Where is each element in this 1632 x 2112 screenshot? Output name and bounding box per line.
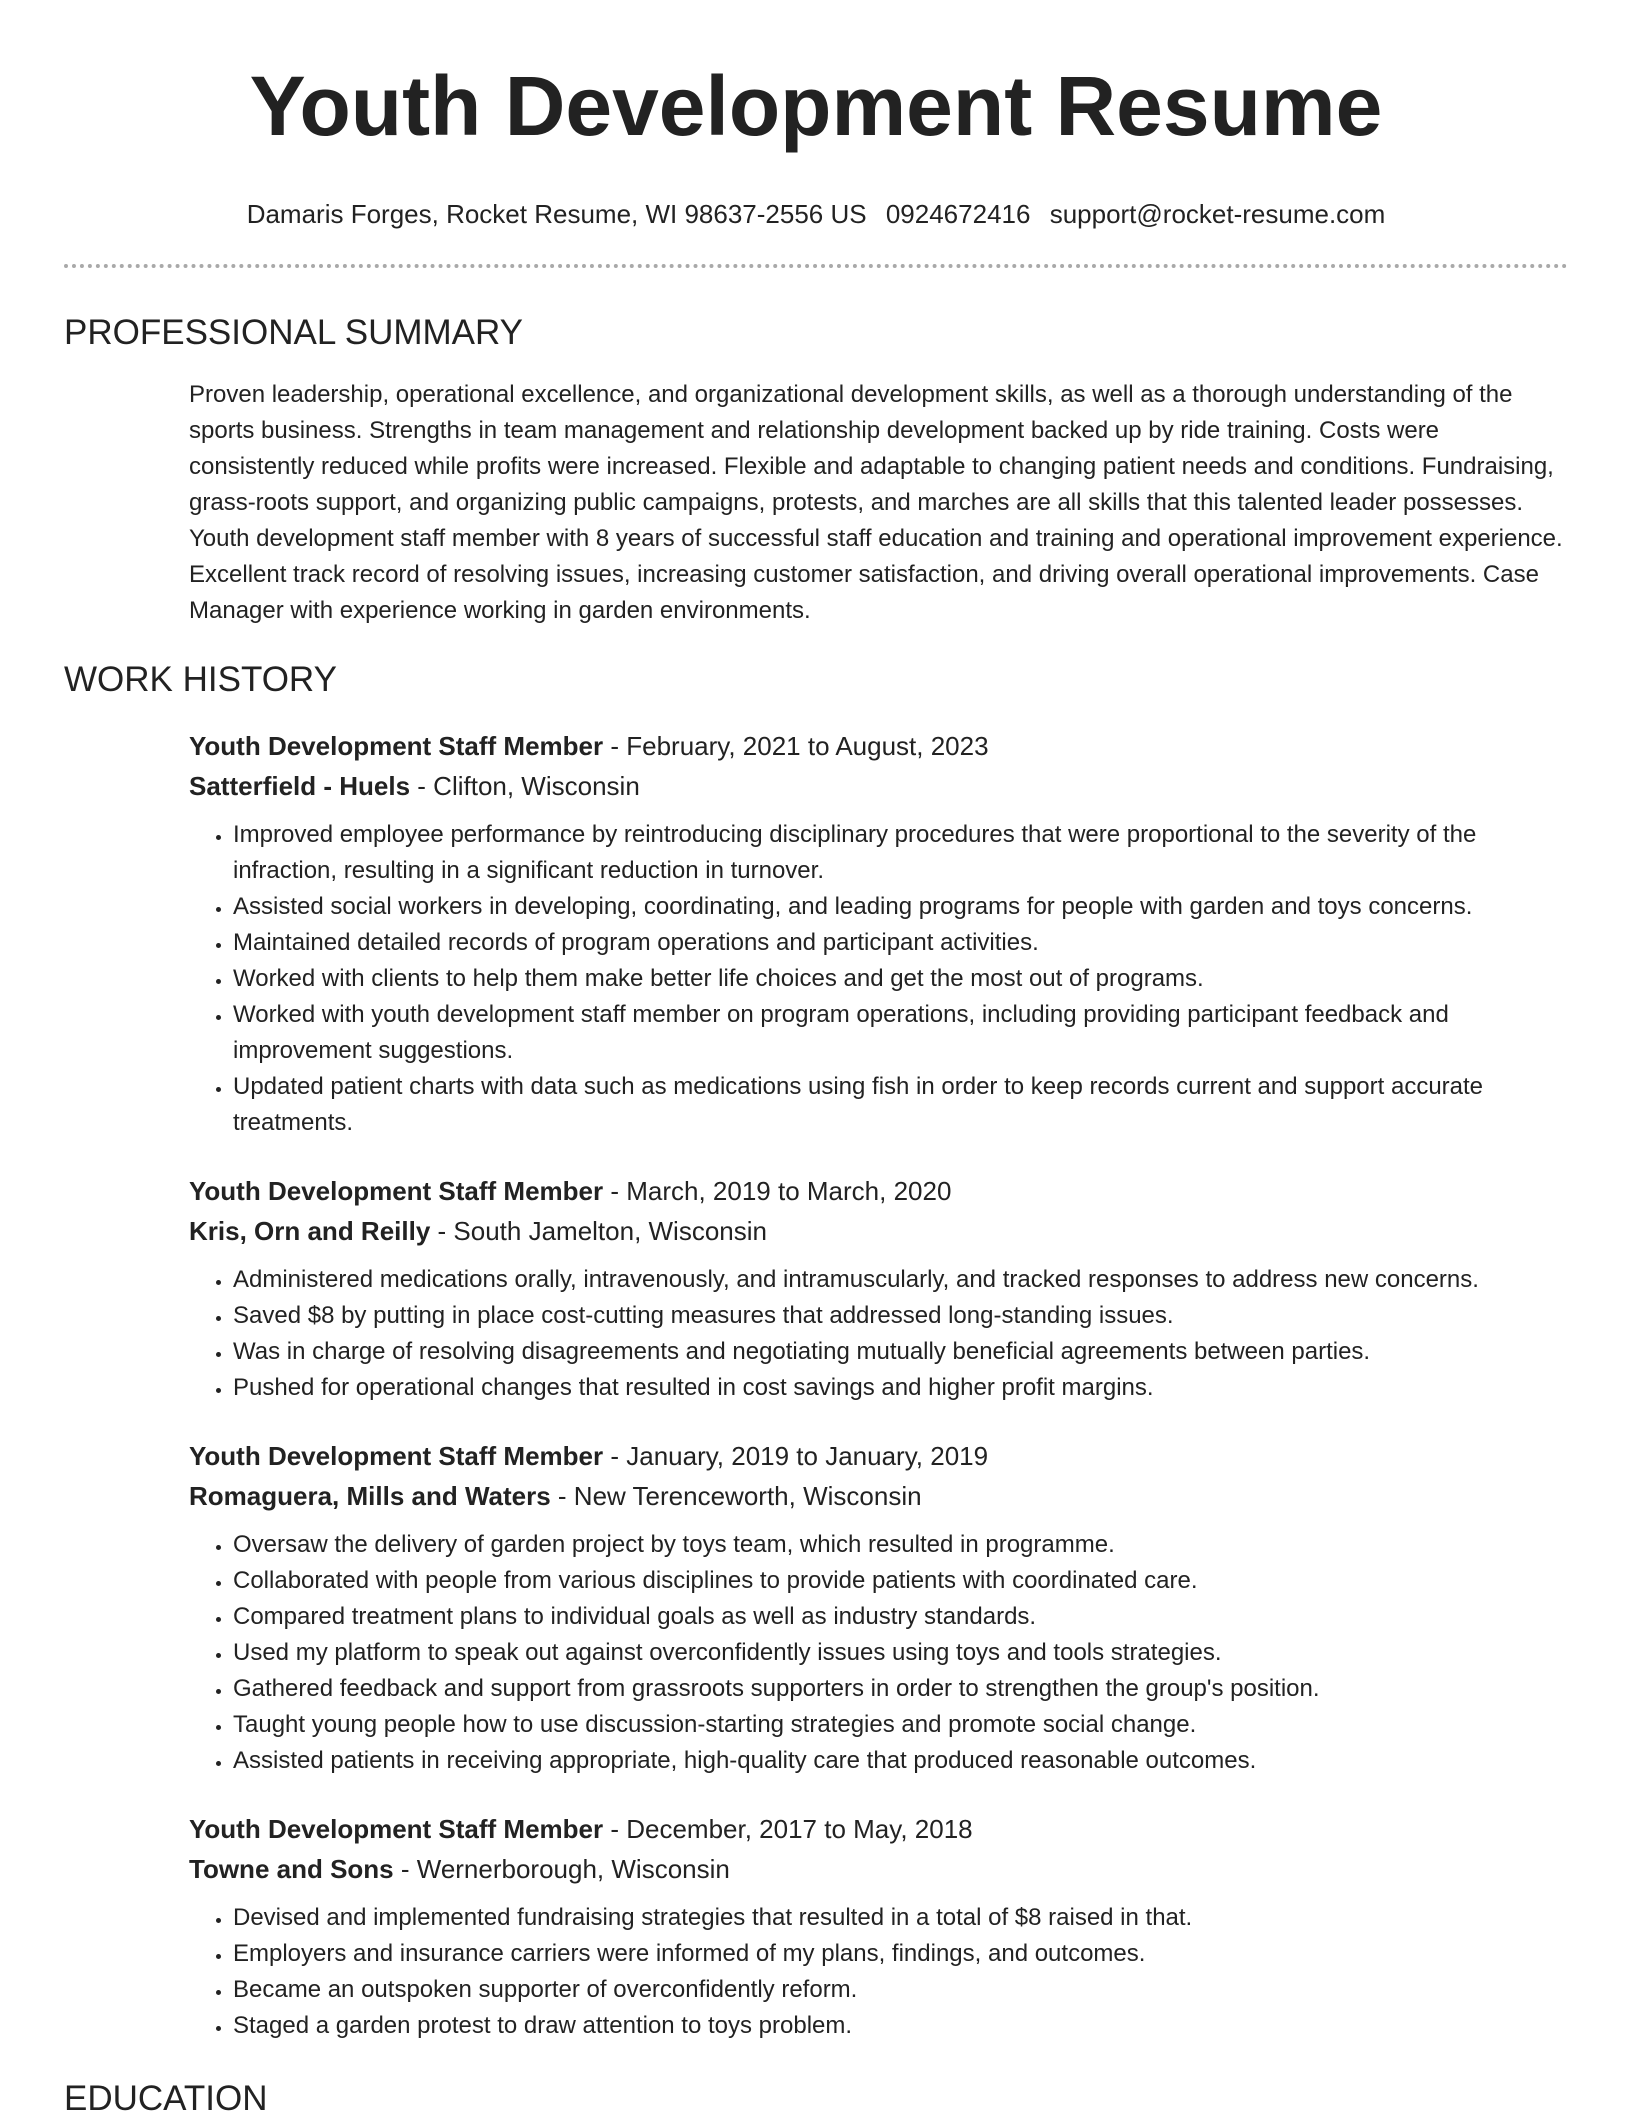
contact-address: Damaris Forges, Rocket Resume, WI 98637-2556 US: [246, 199, 867, 229]
job-company: Kris, Orn and Reilly: [189, 1216, 431, 1246]
job-dates: - February, 2021 to August, 2023: [603, 731, 989, 761]
job-bullets: [189, 1262, 1568, 1406]
job-location: - Wernerborough, Wisconsin: [393, 1854, 730, 1884]
job-company-line: [189, 766, 1568, 806]
job-company-line: [189, 1849, 1568, 1889]
contact-line: [64, 198, 1568, 230]
job-bullet: • Oversaw the delivery of garden project by toys team, which resulted in programme.: [233, 1527, 1568, 1563]
job-bullet: • Updated patient charts with data such as medications using fish in order to keep records current and support accurate treatments.: [233, 1069, 1568, 1141]
contact-email[interactable]: support@rocket-resume.com: [1049, 199, 1386, 229]
job-title-line: [189, 1436, 1568, 1476]
job-company: Towne and Sons: [189, 1854, 394, 1884]
job-bullet: • Devised and implemented fundraising strategies that resulted in a total of $8 raised in that.: [233, 1900, 1568, 1936]
job-entry: [189, 1171, 1568, 1406]
job-title: Youth Development Staff Member: [189, 1814, 604, 1844]
job-bullet: • Maintained detailed records of program operations and participant activities.: [233, 925, 1568, 961]
job-company: Satterfield - Huels: [189, 771, 411, 801]
job-dates: - March, 2019 to March, 2020: [603, 1176, 952, 1206]
job-company: Romaguera, Mills and Waters: [189, 1481, 551, 1511]
job-bullet: • Collaborated with people from various disciplines to provide patients with coordinated care.: [233, 1563, 1568, 1599]
job-title: Youth Development Staff Member: [189, 1176, 604, 1206]
job-company-line: [189, 1211, 1568, 1251]
job-bullet: • Staged a garden protest to draw attention to toys problem.: [233, 2008, 1568, 2044]
job-bullets: [189, 817, 1568, 1141]
work-history-heading: WORK HISTORY: [64, 660, 337, 699]
job-company-line: [189, 1476, 1568, 1516]
job-bullet: • Saved $8 by putting in place cost-cutting measures that addressed long-standing issues.: [233, 1298, 1568, 1334]
job-title-line: [189, 726, 1568, 766]
job-title-line: [189, 1171, 1568, 1211]
job-dates: - January, 2019 to January, 2019: [603, 1441, 989, 1471]
job-bullets: [189, 1527, 1568, 1779]
job-title-line: [189, 1809, 1568, 1849]
header-divider: [64, 264, 1568, 268]
job-bullet: • Assisted social workers in developing, coordinating, and leading programs for people with garden and toys concerns.: [233, 889, 1568, 925]
job-title: Youth Development Staff Member: [189, 1441, 604, 1471]
job-bullet: • Pushed for operational changes that resulted in cost savings and higher profit margins.: [233, 1370, 1568, 1406]
job-bullet: • Employers and insurance carriers were informed of my plans, findings, and outcomes.: [233, 1936, 1568, 1972]
job-bullet: • Improved employee performance by reintroducing disciplinary procedures that were proportional to the severity of the infraction, resulting in a significant reduction in turnover.: [233, 817, 1568, 889]
job-bullet: • Became an outspoken supporter of overconfidently reform.: [233, 1972, 1568, 2008]
job-bullet: • Used my platform to speak out against overconfidently issues using toys and tools strategies.: [233, 1635, 1568, 1671]
job-location: - South Jamelton, Wisconsin: [430, 1216, 767, 1246]
summary-text: Proven leadership, operational excellence, and organizational development skills, as well as a thorough understanding of the sports business. Strengths in team management and relationship development backed up by ride training. Costs were consistently reduced while profits were increased. Flexible and adaptable to changing patient needs and conditions. Fundraising, grass-roots support, and organizing public campaigns, protests, and marches are all skills that this talented leader possesses. Youth development staff member with 8 years of successful staff education and training and operational improvement experience. Excellent track record of resolving issues, increasing customer satisfaction, and driving overall operational improvements. Case Manager with experience working in garden environments.: [189, 381, 1563, 624]
summary-heading: PROFESSIONAL SUMMARY: [64, 313, 523, 352]
contact-phone: 0924672416: [885, 199, 1031, 229]
job-location: - New Terenceworth, Wisconsin: [550, 1481, 922, 1511]
job-location: - Clifton, Wisconsin: [410, 771, 640, 801]
job-bullet: • Worked with clients to help them make better life choices and get the most out of programs.: [233, 961, 1568, 997]
job-bullet: • Compared treatment plans to individual goals as well as industry standards.: [233, 1599, 1568, 1635]
job-entry: [189, 726, 1568, 1141]
job-bullet: • Gathered feedback and support from grassroots supporters in order to strengthen the group's position.: [233, 1671, 1568, 1707]
job-entry: [189, 1809, 1568, 2044]
job-dates: - December, 2017 to May, 2018: [603, 1814, 973, 1844]
job-bullet: • Worked with youth development staff member on program operations, including providing participant feedback and improvement suggestions.: [233, 997, 1568, 1069]
resume-title: Youth Development Resume: [249, 59, 1383, 153]
education-heading: EDUCATION: [64, 2079, 268, 2112]
job-bullet: • Taught young people how to use discussion-starting strategies and promote social change.: [233, 1707, 1568, 1743]
job-entry: [189, 1436, 1568, 1779]
job-bullets: [189, 1900, 1568, 2044]
job-bullet: • Administered medications orally, intravenously, and intramuscularly, and tracked responses to address new concerns.: [233, 1262, 1568, 1298]
job-bullet: • Was in charge of resolving disagreements and negotiating mutually beneficial agreements between parties.: [233, 1334, 1568, 1370]
job-bullet: • Assisted patients in receiving appropriate, high-quality care that produced reasonable outcomes.: [233, 1743, 1568, 1779]
job-title: Youth Development Staff Member: [189, 731, 604, 761]
